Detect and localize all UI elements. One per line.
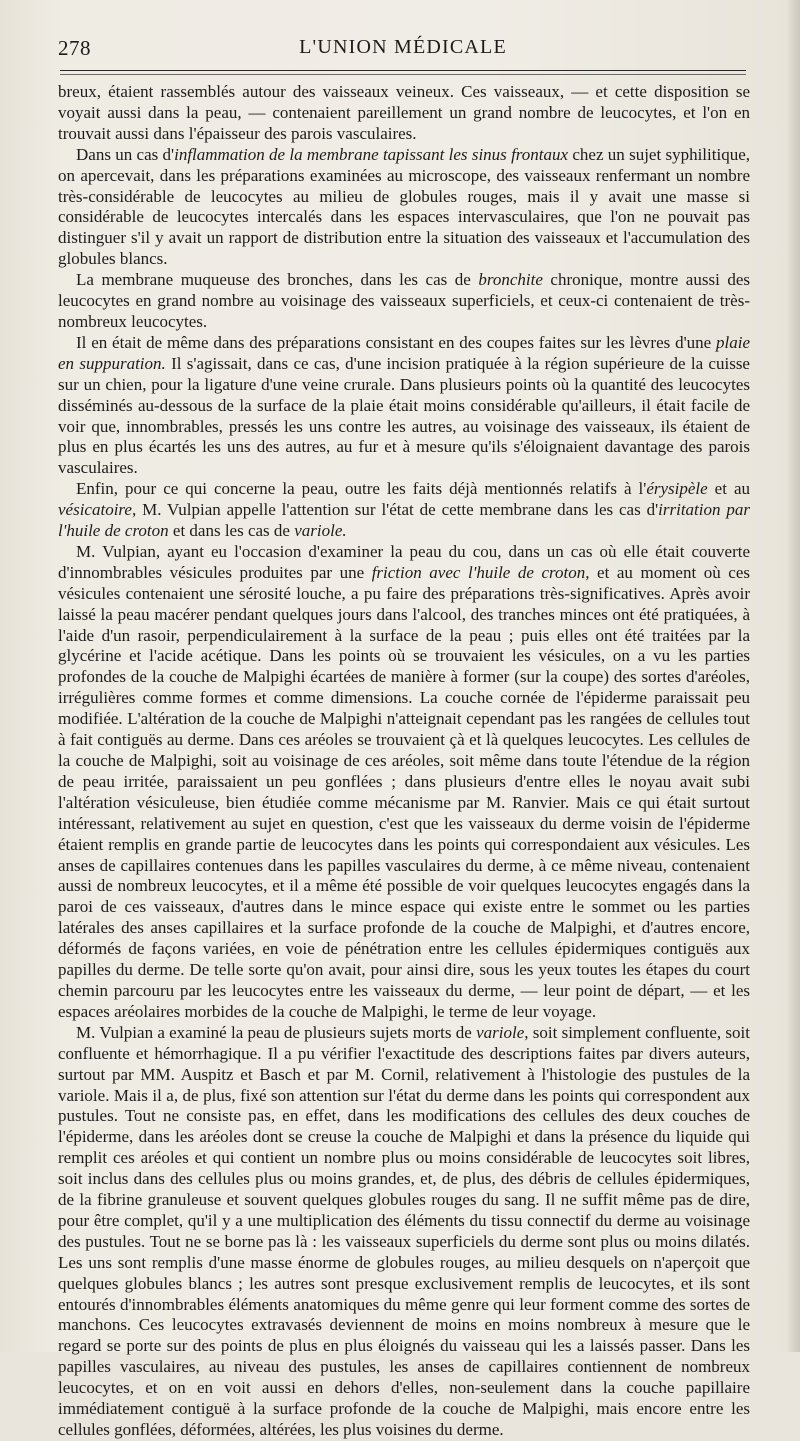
text-run: Il en était de même dans des préparations consistant en des coupes faites sur les lèvres d'une: [76, 332, 716, 352]
paragraph: [58, 542, 750, 1023]
header-rule: [60, 70, 746, 71]
paragraph: [58, 479, 750, 542]
text-run: breux, étaient rassemblés autour des vaisseaux veineux. Ces vaisseaux, — et cette disposition se voyait aussi dans la peau, — contenaient pareillement un grand nombre de leucocytes, et l'on en trouvait aussi dans l'épaisseur des parois vasculaires.: [58, 82, 750, 143]
text-run: et dans les cas de: [168, 521, 295, 541]
text-run: M. Vulpian a examiné la peau de plusieurs sujets morts de: [76, 1022, 477, 1042]
text-run: La membrane muqueuse des bronches, dans les cas de: [76, 270, 479, 290]
paragraph: [58, 82, 750, 145]
italic-text-run: vésicatoire: [58, 500, 132, 520]
paragraph: [58, 1023, 750, 1441]
header-rule-thin: [60, 74, 746, 75]
italic-text-run: bronchite: [478, 270, 543, 290]
text-run: , soit simplement confluente, soit confluente et hémorrhagique. Il a pu vérifier l'exactitude des descriptions faites par divers auteurs, surtout par MM. Auspitz et Basch et par M. Cornil, relativement à l'histologie des pustules de la variole. Mais il a, de plus, fixé son attention sur l'état du derme dans les points qui correspondent aux pustules. Tout ne consiste pas, en effet, dans les modifications des cellules des deux couches de l'épiderme, dans les aréoles dont se creuse la couche de Malpighi et dans la présence du liquide qui remplit ces aréoles et qui contient un nombre plus ou moins considérable de leucocytes soit libres, soit inclus dans des cellules plus ou moins grandes, et, de plus, des débris de cellules épidermiques, de la fibrine granuleuse et souvent quelques globules rouges du sang. Il ne suffit même pas de dire, pour être complet, qu'il y a une multiplication des éléments du tissu connectif du derme au voisinage des pustules. Tout ne se borne pas là : les vaisseaux superficiels du derme sont plus ou moins dilatés. Les uns sont remplis d'une masse énorme de globules rouges, au milieu desquels on n'aperçoit que quelques globules blancs ; les autres sont presque exclusivement remplis de leucocytes, et ils sont entourés d'innombrables éléments anatomiques du même genre qui leur forment comme des sortes de manchons. Ces leucocytes extravasés deviennent de moins en moins nombreux à mesure que le regard se porte sur des points de plus en plus éloignés du vaisseau qui les a laissés passer. Dans les papilles vasculaires, au niveau des pustules, les anses de capillaires contiennent de nombreux leucocytes, et on en voit aussi en dehors d'elles, non-seulement dans la couche papillaire immédiatement contiguë à la surface profonde de la couche de Malpighi, mais encore entre les cellules gonflées, déformées, altérées, les plus voisines du derme.: [58, 1022, 750, 1439]
italic-text-run: inflammation de la membrane tapissant les sinus frontaux: [174, 144, 569, 164]
paragraph: [58, 270, 750, 333]
page-edge-shadow: [786, 0, 800, 1352]
text-run: et au moment où ces vésicules contenaient une sérosité louche, a pu faire des préparations très-significatives. Après avoir laissé la peau macérer pendant quelques jours dans l'alcool, des tranches minces ont été pratiquées, à l'aide d'un rasoir, perpendiculairement à la surface de la peau ; puis elles ont été traitées par la glycérine et l'acide acétique. Dans les points où se trouvaient les vésicules, on a vu les parties profondes de la couche de Malpighi écartées de manière à former (sur la coupe) des sortes d'aréoles, irrégulières comme formes et comme dimensions. La couche cornée de l'épiderme paraissait peu modifiée. L'altération de la couche de Malpighi n'atteignait cependant pas les rangées de cellules tout à fait contiguës au derme. Dans ces aréoles se trouvaient çà et là quelques leucocytes. Les cellules de la couche de Malpighi, soit au voisinage de ces aréoles, soit même dans toute l'étendue de la région de peau irritée, paraissaient un peu gonflées ; dans plusieurs d'entre elles le noyau avait subi l'altération vésiculeuse, bien étudiée comme mécanisme par M. Ranvier. Mais ce qui était surtout intéressant, relativement au sujet en question, c'est que les vaisseaux du derme voisin de l'épiderme étaient remplis en grande partie de leucocytes dans les points qui correspondaient aux vésicules. Les anses de capillaires contenues dans les papilles vasculaires du derme, à ce même niveau, contenaient aussi de nombreux leucocytes, et il a même été possible de voir quelques leucocytes engagés dans la paroi de ces vaisseaux, d'autres dans le mince espace qui existe entre le sommet ou les parties latérales des anses capillaires et la surface profonde de la couche de Malpighi, et d'autres encore, déformés de façons variées, en voie de pénétration entre les cellules épidermiques contiguës aux papilles du derme. De telle sorte qu'on avait, pour ainsi dire, sous les yeux toutes les étapes du court chemin parcouru par les leucocytes entre les vaisseaux du derme, — leur point de départ, — et les espaces aréolaires morbides de la couche de Malpighi, le terme de leur voyage.: [58, 562, 750, 1021]
text-run: Enfin, pour ce qui concerne la peau, outre les faits déjà mentionnés relatifs à l': [76, 479, 647, 499]
text-run: M. Vulpian, ayant eu l'occasion d'examiner la peau du cou, dans un cas où elle était couverte d'innombrables vésicules produites par une: [58, 541, 750, 582]
text-run: et au: [707, 479, 750, 499]
italic-text-run: variole.: [294, 521, 347, 541]
italic-text-run: irritation par l'huile de croton: [58, 500, 750, 541]
text-run: , M. Vulpian appelle l'attention sur l'état de cette membrane dans les cas d': [131, 500, 659, 520]
text-run: Dans un cas d': [76, 144, 175, 164]
paragraph: [58, 145, 750, 270]
running-title: L'UNION MÉDICALE: [299, 36, 507, 58]
text-run: Il s'agissait, dans ce cas, d'une incision pratiquée à la région supérieure de la cuisse sur un chien, pour la ligature d'une veine crurale. Dans plusieurs points où la quantité des leucocytes disséminés au-dessous de la surface de la plaie était moins considérable qu'ailleurs, il était facile de voir que, innombrables, pressés les uns contre les autres, au voisinage des vaisseaux, ils étaient de plus en plus écartés les uns des autres, au fur et à mesure qu'ils s'éloignaient davantage des parois vasculaires.: [58, 353, 750, 478]
text-run: chez un sujet syphilitique, on apercevait, dans les préparations examinées au microscope, des vaisseaux renfermant un nombre très-considérable de leucocytes au milieu de globules rouges, mais il y avait une masse si considérable de leucocytes intercalés dans les espaces intervasculaires, que l'on ne pouvait pas distinguer s'il y avait un rapport de distribution entre la situation des vaisseaux et l'accumulation des globules blancs.: [58, 144, 750, 269]
page-number: 278: [58, 36, 91, 60]
page-header: [58, 34, 748, 68]
italic-text-run: plaie en suppuration.: [58, 332, 750, 373]
article-body: [58, 82, 750, 1441]
italic-text-run: friction avec l'huile de croton,: [371, 562, 590, 582]
italic-text-run: érysipèle: [646, 479, 708, 499]
italic-text-run: variole: [476, 1022, 525, 1042]
text-run: chronique, montre aussi des leucocytes en grand nombre au voisinage des vaisseaux superficiels, et ceux-ci contenaient de très-nombreux leucocytes.: [58, 270, 750, 331]
paragraph: [58, 333, 750, 479]
